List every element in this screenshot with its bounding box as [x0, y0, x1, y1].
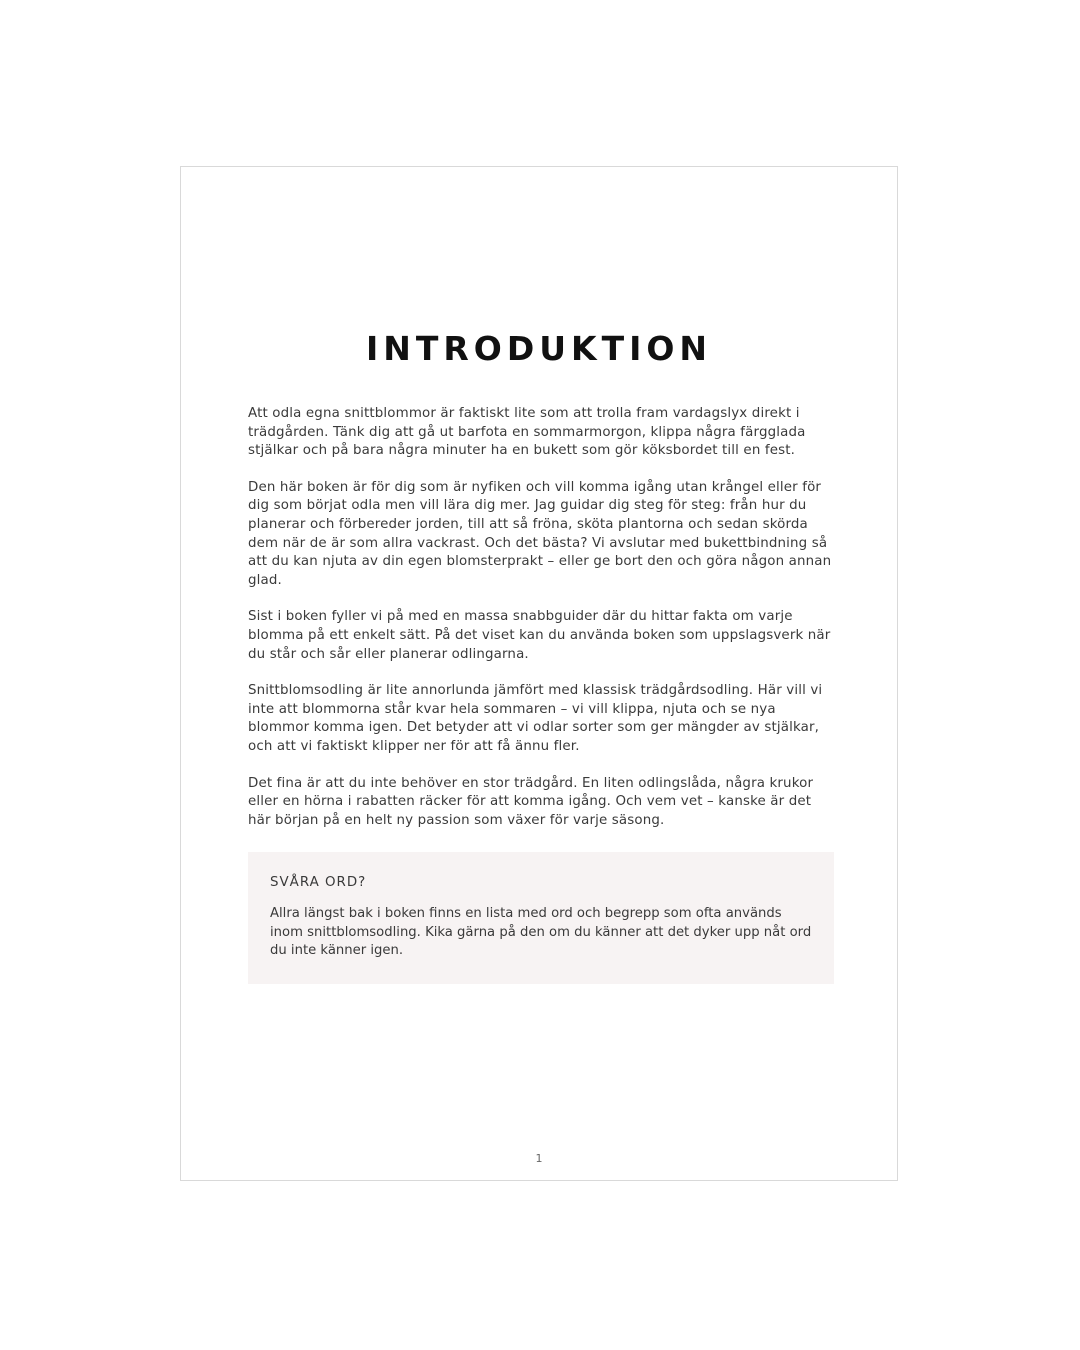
callout-heading: SVÅRA ORD?	[270, 875, 367, 890]
book-page	[180, 166, 898, 1181]
paragraph-1: Att odla egna snittblommor är faktiskt lite som att trolla fram vardagslyx direkt i trädgården. Tänk dig att gå ut barfota en sommarmorgon, klippa några färgglada stjälkar och på bara några minuter ha en bukett som gör köksbordet till en fest.	[248, 406, 806, 459]
paragraph-4: Snittblomsodling är lite annorlunda jämfört med klassisk trädgårdsodling. Här vill vi inte att blommorna står kvar hela sommaren – vi vill klippa, njuta och se nya blommor komma igen. Det betyder att vi odlar sorter som ger mängder av stjälkar, och att vi faktiskt klipper ner för att få ännu fler.	[248, 683, 823, 754]
paragraph-3: Sist i boken fyller vi på med en massa snabbguider där du hittar fakta om varje blomma på ett enkelt sätt. På det viset kan du använda boken som uppslagsverk när du står och sår eller planerar odlingarna.	[248, 609, 831, 662]
paragraph-5: Det fina är att du inte behöver en stor trädgård. En liten odlingslåda, några krukor eller en hörna i rabatten räcker för att komma igång. Och vem vet – kanske är det här början på en helt ny passion som växer för varje säsong.	[248, 775, 814, 828]
callout-text: Allra längst bak i boken finns en lista med ord och begrepp som ofta används inom snittblomsodling. Kika gärna på den om du känner att det dyker upp nåt ord du inte känner igen.	[270, 906, 812, 959]
page-title: INTRODUKTION	[365, 329, 713, 368]
page-number: 1	[535, 1152, 543, 1165]
paragraph-2: Den här boken är för dig som är nyfiken och vill komma igång utan krångel eller för dig som börjat odla men vill lära dig mer. Jag guidar dig steg för steg: från hur du planerar och förbereder jorden, till att så fröna, sköta plantorna och sedan skörda dem när de är som allra vackrast. Och det bästa? Vi avslutar med bukettbindning så att du kan njuta av din egen blomsterprakt – eller ge bort den och göra någon annan glad.	[248, 479, 832, 588]
callout-box	[248, 852, 834, 984]
body-text	[248, 405, 838, 848]
